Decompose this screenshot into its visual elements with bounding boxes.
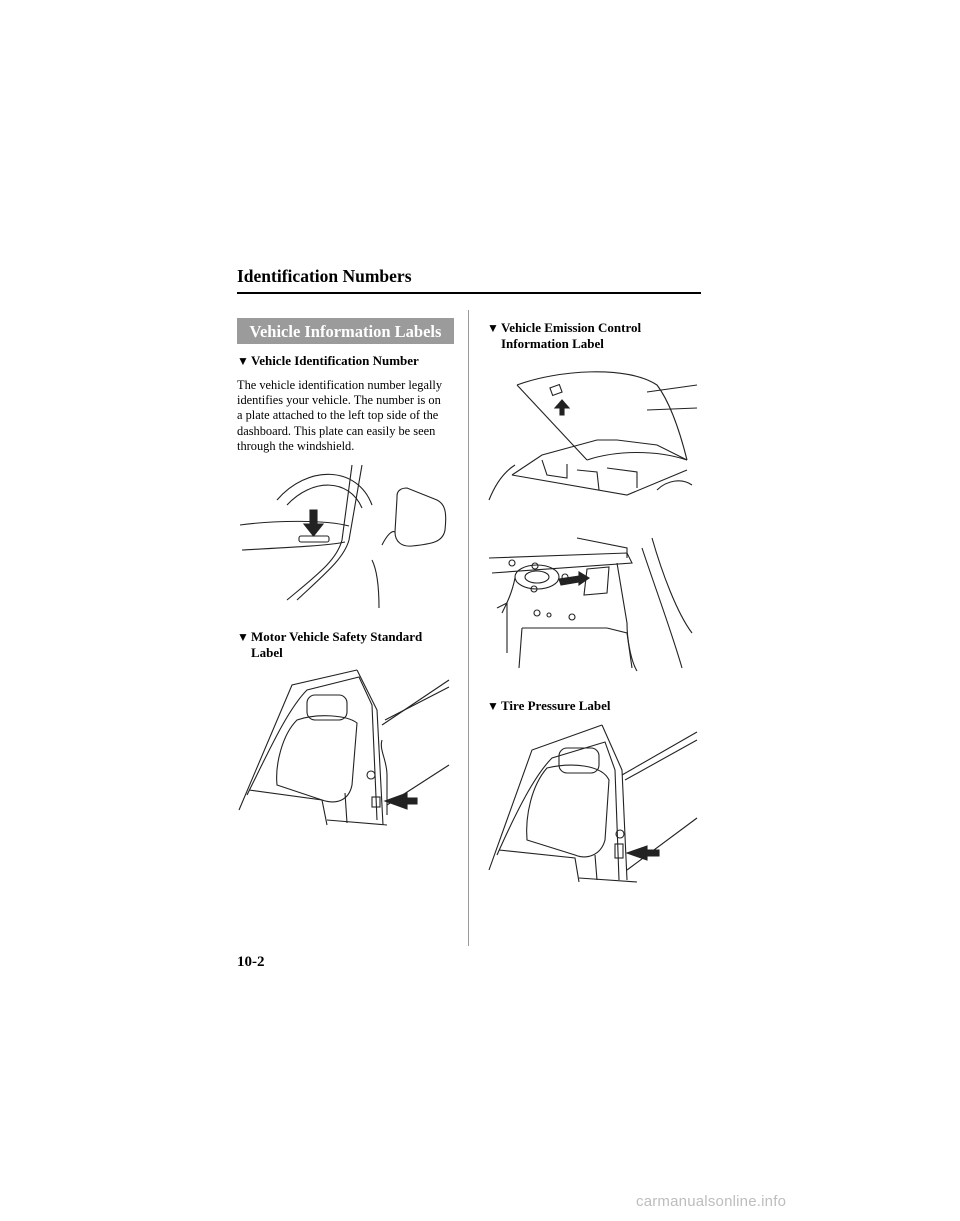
emission-label-location-illustration <box>487 533 699 673</box>
page-header <box>237 262 701 290</box>
subhead-fmvss <box>237 629 476 661</box>
vin-text-line: a plate attached to the left top side of the <box>237 408 439 423</box>
vin-text-line: dashboard. This plate can easily be seen <box>237 423 436 438</box>
triangle-bullet-icon: ▼ <box>237 630 249 644</box>
subhead-tire <box>487 698 721 714</box>
fmvss-illustration <box>237 665 452 830</box>
tire-pressure-illustration <box>487 720 699 885</box>
header-rule <box>237 292 701 294</box>
subhead-fmvss-line2: Label <box>251 645 283 660</box>
vin-text-line: identifies your vehicle. The number is on <box>237 393 441 408</box>
vin-illustration <box>237 460 452 610</box>
vin-text-line: The vehicle identification number legally <box>237 378 443 392</box>
triangle-bullet-icon: ▼ <box>487 699 499 713</box>
page-title: Identification Numbers <box>237 266 412 286</box>
triangle-bullet-icon: ▼ <box>487 321 499 335</box>
subhead-vin <box>237 353 476 369</box>
subhead-tire-label: Tire Pressure Label <box>501 698 611 713</box>
subhead-emission <box>487 320 721 352</box>
vin-description <box>237 378 457 454</box>
vin-text-line: through the windshield. <box>237 438 355 453</box>
page-number: 10-2 <box>237 954 265 970</box>
subhead-vin-label: Vehicle Identification Number <box>251 353 419 368</box>
column-divider <box>468 310 469 946</box>
section-title: Vehicle Information Labels <box>237 318 454 344</box>
watermark: carmanualsonline.info <box>636 1193 787 1210</box>
emission-engine-bay-illustration <box>487 360 699 505</box>
subhead-fmvss-line1: Motor Vehicle Safety Standard <box>251 629 423 644</box>
subhead-emission-line2: Information Label <box>501 336 604 351</box>
subhead-emission-line1: Vehicle Emission Control <box>501 320 642 335</box>
triangle-bullet-icon: ▼ <box>237 354 249 368</box>
